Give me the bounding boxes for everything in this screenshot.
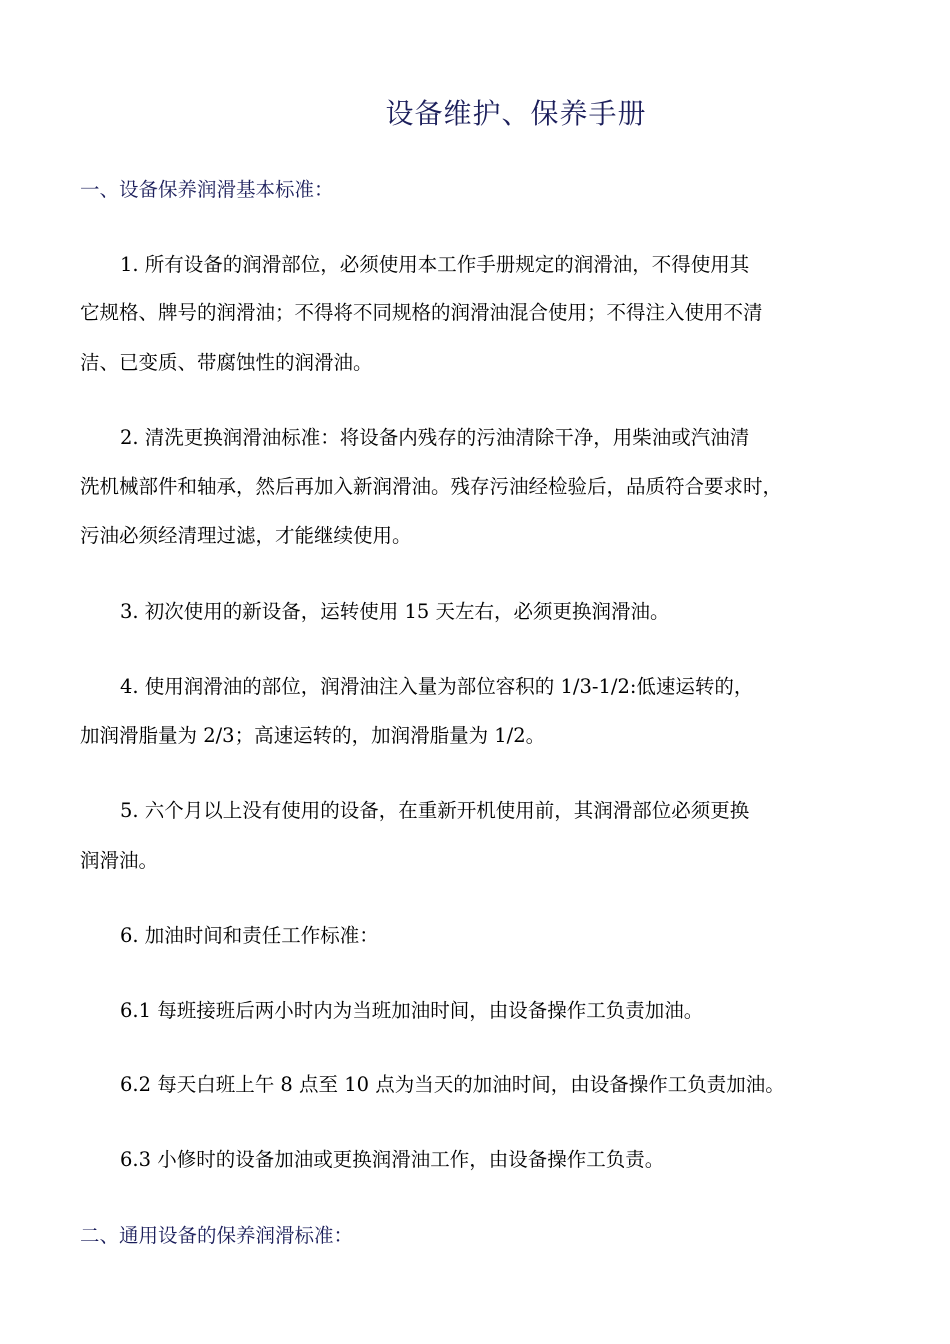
- item-4-line-1: 4. 使用润滑油的部位，润滑油注入量为部位容积的 1/3-1/2:低速运转的，: [120, 675, 754, 698]
- item-6-line-1: 6. 加油时间和责任工作标准：: [120, 924, 379, 947]
- document-title: 设备维护、保养手册: [385, 97, 647, 130]
- item-2-line-3: 污油必须经清理过滤，才能继续使用。: [80, 524, 412, 547]
- item-1-line-1: 1. 所有设备的润滑部位，必须使用本工作手册规定的润滑油，不得使用其: [120, 253, 750, 276]
- item-6-3-line-1: 6.3 小修时的设备加油或更换润滑油工作，由设备操作工负责。: [120, 1148, 665, 1171]
- item-1-line-3: 洁、已变质、带腐蚀性的润滑油。: [80, 351, 373, 374]
- item-6-2-line-1: 6.2 每天白班上午 8 点至 10 点为当天的加油时间，由设备操作工负责加油。: [120, 1073, 785, 1096]
- section-heading-2: 二、通用设备的保养润滑标准：: [80, 1224, 354, 1247]
- item-3-line-1: 3. 初次使用的新设备，运转使用 15 天左右，必须更换润滑油。: [120, 600, 670, 623]
- item-4-line-2: 加润滑脂量为 2/3；高速运转的，加润滑脂量为 1/2。: [80, 724, 546, 747]
- item-5-line-2: 润滑油。: [80, 849, 159, 872]
- item-2-line-2: 洗机械部件和轴承，然后再加入新润滑油。残存污油经检验后，品质符合要求时，: [80, 475, 783, 498]
- section-heading-1: 一、设备保养润滑基本标准：: [80, 178, 334, 201]
- item-2-line-1: 2. 清洗更换润滑油标准：将设备内残存的污油清除干净，用柴油或汽油清: [120, 426, 750, 449]
- item-1-line-2: 它规格、牌号的润滑油；不得将不同规格的润滑油混合使用；不得注入使用不清: [80, 301, 763, 324]
- item-5-line-1: 5. 六个月以上没有使用的设备，在重新开机使用前，其润滑部位必须更换: [120, 799, 750, 822]
- item-6-1-line-1: 6.1 每班接班后两小时内为当班加油时间，由设备操作工负责加油。: [120, 999, 704, 1022]
